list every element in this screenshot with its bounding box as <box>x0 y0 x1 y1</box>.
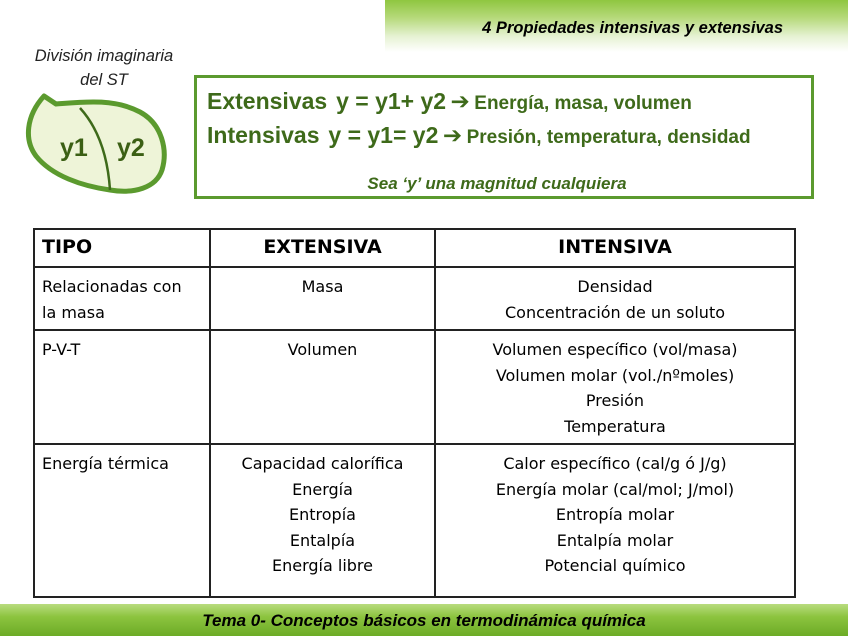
properties-table <box>33 228 796 598</box>
cell-line: Calor específico (cal/g ó J/g) <box>503 454 727 473</box>
table-header-row <box>34 229 795 267</box>
row-extensive-cell <box>210 444 435 597</box>
table-row <box>34 267 795 330</box>
cell-line: Concentración de un soluto <box>504 302 726 322</box>
division-caption-line2: del ST <box>80 71 128 89</box>
system-division-illustration <box>22 90 172 200</box>
cell-line: Entropía molar <box>555 505 675 524</box>
cell-line: Energía libre <box>272 556 373 575</box>
definitions-box <box>194 75 814 199</box>
row-intensive-cell <box>435 444 795 597</box>
row-extensive-cell <box>210 330 435 444</box>
cell-line: Energía <box>292 479 353 499</box>
cell-line: Potencial químico <box>544 556 686 575</box>
division-caption-line1: División imaginaria <box>34 47 174 65</box>
division-caption <box>14 44 194 92</box>
arrow-icon: ➔ <box>450 88 470 114</box>
cell-line: Energía molar (cal/mol; J/mol) <box>495 479 735 499</box>
cell-line: P-V-T <box>42 340 81 359</box>
arrow-icon: ➔ <box>442 122 463 148</box>
row-intensive-cell <box>435 267 795 330</box>
intensive-definition <box>207 122 751 149</box>
intensive-formula: y = y1= y2 <box>328 122 439 148</box>
intensive-examples: Presión, temperatura, densidad <box>466 127 751 148</box>
course-topic-title: Tema 0- Conceptos básicos en termodinámica química <box>202 611 646 630</box>
table-row <box>34 444 795 597</box>
extensive-examples: Energía, masa, volumen <box>474 93 692 114</box>
header-intensive: INTENSIVA <box>435 229 795 267</box>
cell-line: Entalpía molar <box>556 530 674 550</box>
row-type-cell <box>34 267 210 330</box>
extensive-formula: y = y1+ y2 <box>336 88 447 114</box>
table-row <box>34 330 795 444</box>
intensive-term: Intensivas <box>207 122 320 148</box>
extensive-term: Extensivas <box>207 88 328 114</box>
cell-line: Masa <box>301 277 344 296</box>
header-extensive: EXTENSIVA <box>210 229 435 267</box>
cell-line: Temperatura <box>564 416 666 436</box>
cell-line: la masa <box>42 302 105 322</box>
row-type-cell <box>34 330 210 444</box>
cell-line: Capacidad calorífica <box>241 454 404 473</box>
cell-line: Presión <box>585 391 645 410</box>
blob-label-y1: y1 <box>60 134 88 162</box>
cell-line: Volumen molar (vol./nºmoles) <box>495 365 735 385</box>
row-extensive-cell <box>210 267 435 330</box>
cell-line: Entropía <box>289 505 356 524</box>
cell-line: Relacionadas con <box>42 277 182 296</box>
header-type: TIPO <box>34 229 210 267</box>
blob-label-y2: y2 <box>117 134 145 162</box>
row-type-cell <box>34 444 210 597</box>
extensive-definition <box>207 88 692 115</box>
slide-section-title: 4 Propiedades intensivas y extensivas <box>482 19 783 37</box>
cell-line: Volumen <box>287 340 358 359</box>
cell-line: Energía térmica <box>42 454 169 473</box>
cell-line: Volumen específico (vol/masa) <box>492 340 738 359</box>
row-intensive-cell <box>435 330 795 444</box>
cell-line: Entalpía <box>289 530 356 550</box>
cell-line: Densidad <box>577 277 653 296</box>
magnitude-note: Sea ‘y’ una magnitud cualquiera <box>367 174 627 193</box>
